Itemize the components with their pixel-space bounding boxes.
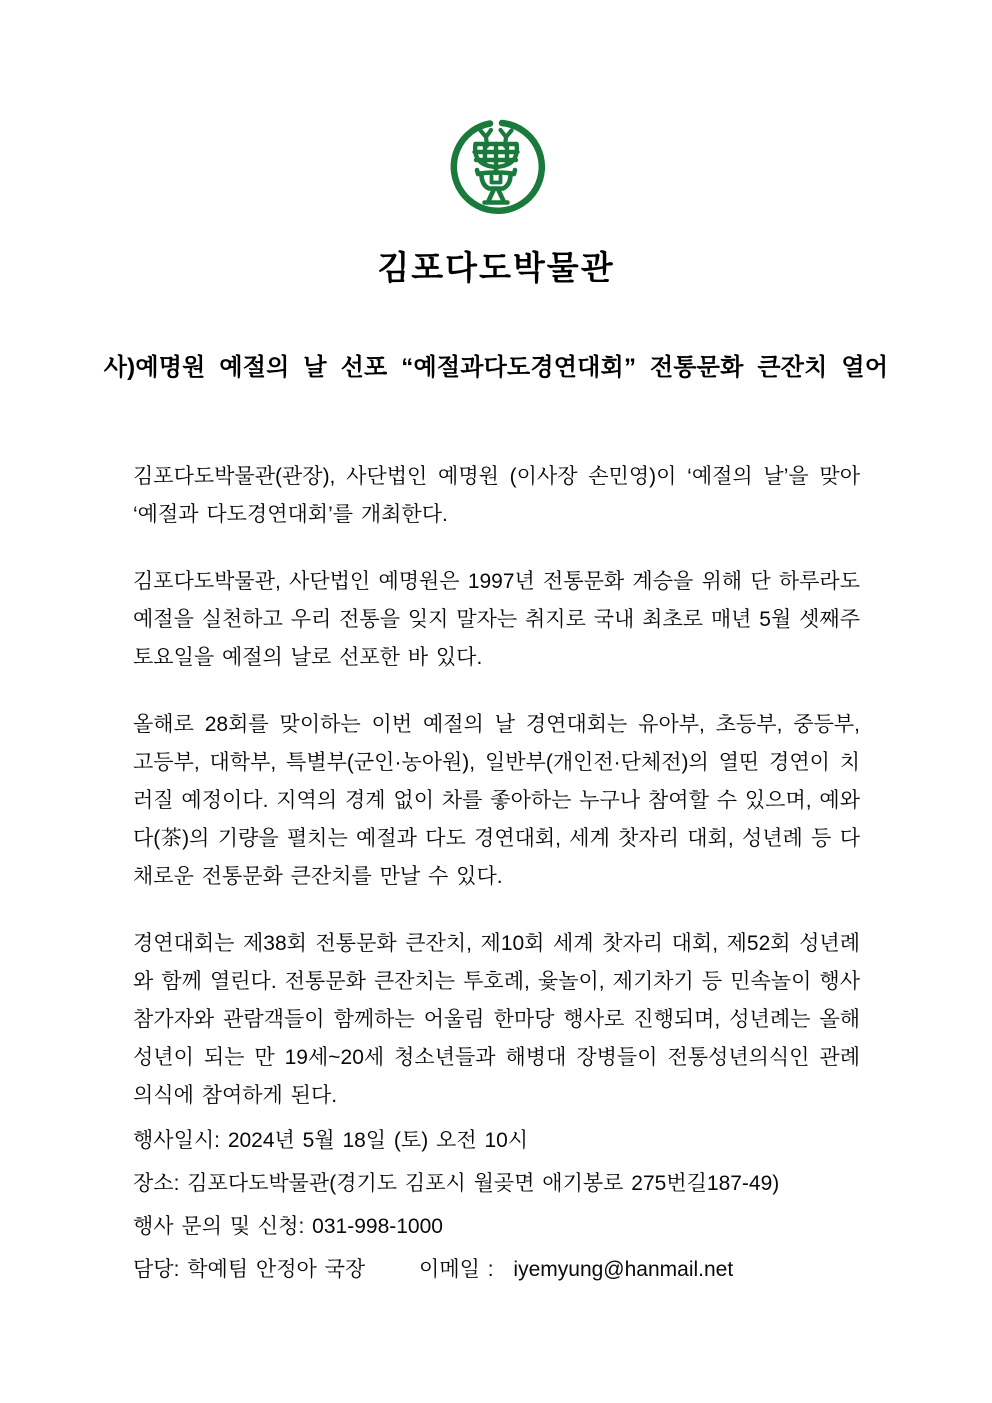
paragraph-history: 김포다도박물관, 사단법인 예명원은 1997년 전통문화 계승을 위해 단 하루라도 예절을 실천하고 우리 전통을 잊지 말자는 취지로 국내 최초로 매년 5월 셋째주 토요일을 예절의 날로 선포한 바 있다. — [133, 570, 860, 669]
paragraph-competition: 올해로 28회를 맞이하는 이번 예절의 날 경연대회는 유아부, 초등부, 중등부, 고등부, 대학부, 특별부(군인·농아원), 일반부(개인전·단체전)의 열띤 경연이 치러질 예정이다. 지역의 경계 없이 차를 좋아하는 누구나 참여할 수 있으며, 예와 다(茶)의 기량을 펼치는 예절과 다도 경연대회, 세계 찻자리 대회, 성년례 등 다채로운 전통문화 큰잔치를 만날 수 있다. — [133, 713, 860, 888]
event-location: 장소: 김포다도박물관(경기도 김포시 월곶면 애기봉로 275번길187-49) — [133, 1172, 780, 1195]
tea-museum-seal-icon — [446, 116, 546, 216]
event-details — [133, 1129, 860, 1281]
article-body — [133, 458, 860, 1115]
event-contact-phone: 행사 문의 및 신청: 031-998-1000 — [133, 1215, 443, 1238]
email-address: iyemyung@hanmail.net — [513, 1258, 734, 1281]
press-headline: 사)예명원 예절의 날 선포 “예절과다도경연대회” 전통문화 큰잔치 열어 — [103, 354, 889, 381]
email-label: 이메일 : — [419, 1258, 494, 1281]
event-manager-line — [133, 1258, 860, 1281]
event-manager: 담당: 학예팀 안정아 국장 — [133, 1258, 366, 1281]
event-datetime: 행사일시: 2024년 5월 18일 (토) 오전 10시 — [133, 1129, 529, 1152]
museum-logo — [446, 116, 546, 216]
museum-name-title: 김포다도박물관 — [377, 251, 615, 287]
paragraph-intro: 김포다도박물관(관장), 사단법인 예명원 (이사장 손민영)이 ‘예절의 날’을 맞아 ‘예절과 다도경연대회’를 개최한다. — [133, 465, 860, 526]
paragraph-events: 경연대회는 제38회 전통문화 큰잔치, 제10회 세계 찻자리 대회, 제52회 성년례와 함께 열린다. 전통문화 큰잔치는 투호례, 윷놀이, 제기차기 등 민속놀이 행사 참가자와 관람객들이 함께하는 어울림 한마당 행사로 진행되며, 성년례는 올해 성년이 되는 만 19세~20세 청소년들과 해병대 장병들이 전통성년의식인 관례의식에 참여하게 된다. — [133, 932, 860, 1107]
